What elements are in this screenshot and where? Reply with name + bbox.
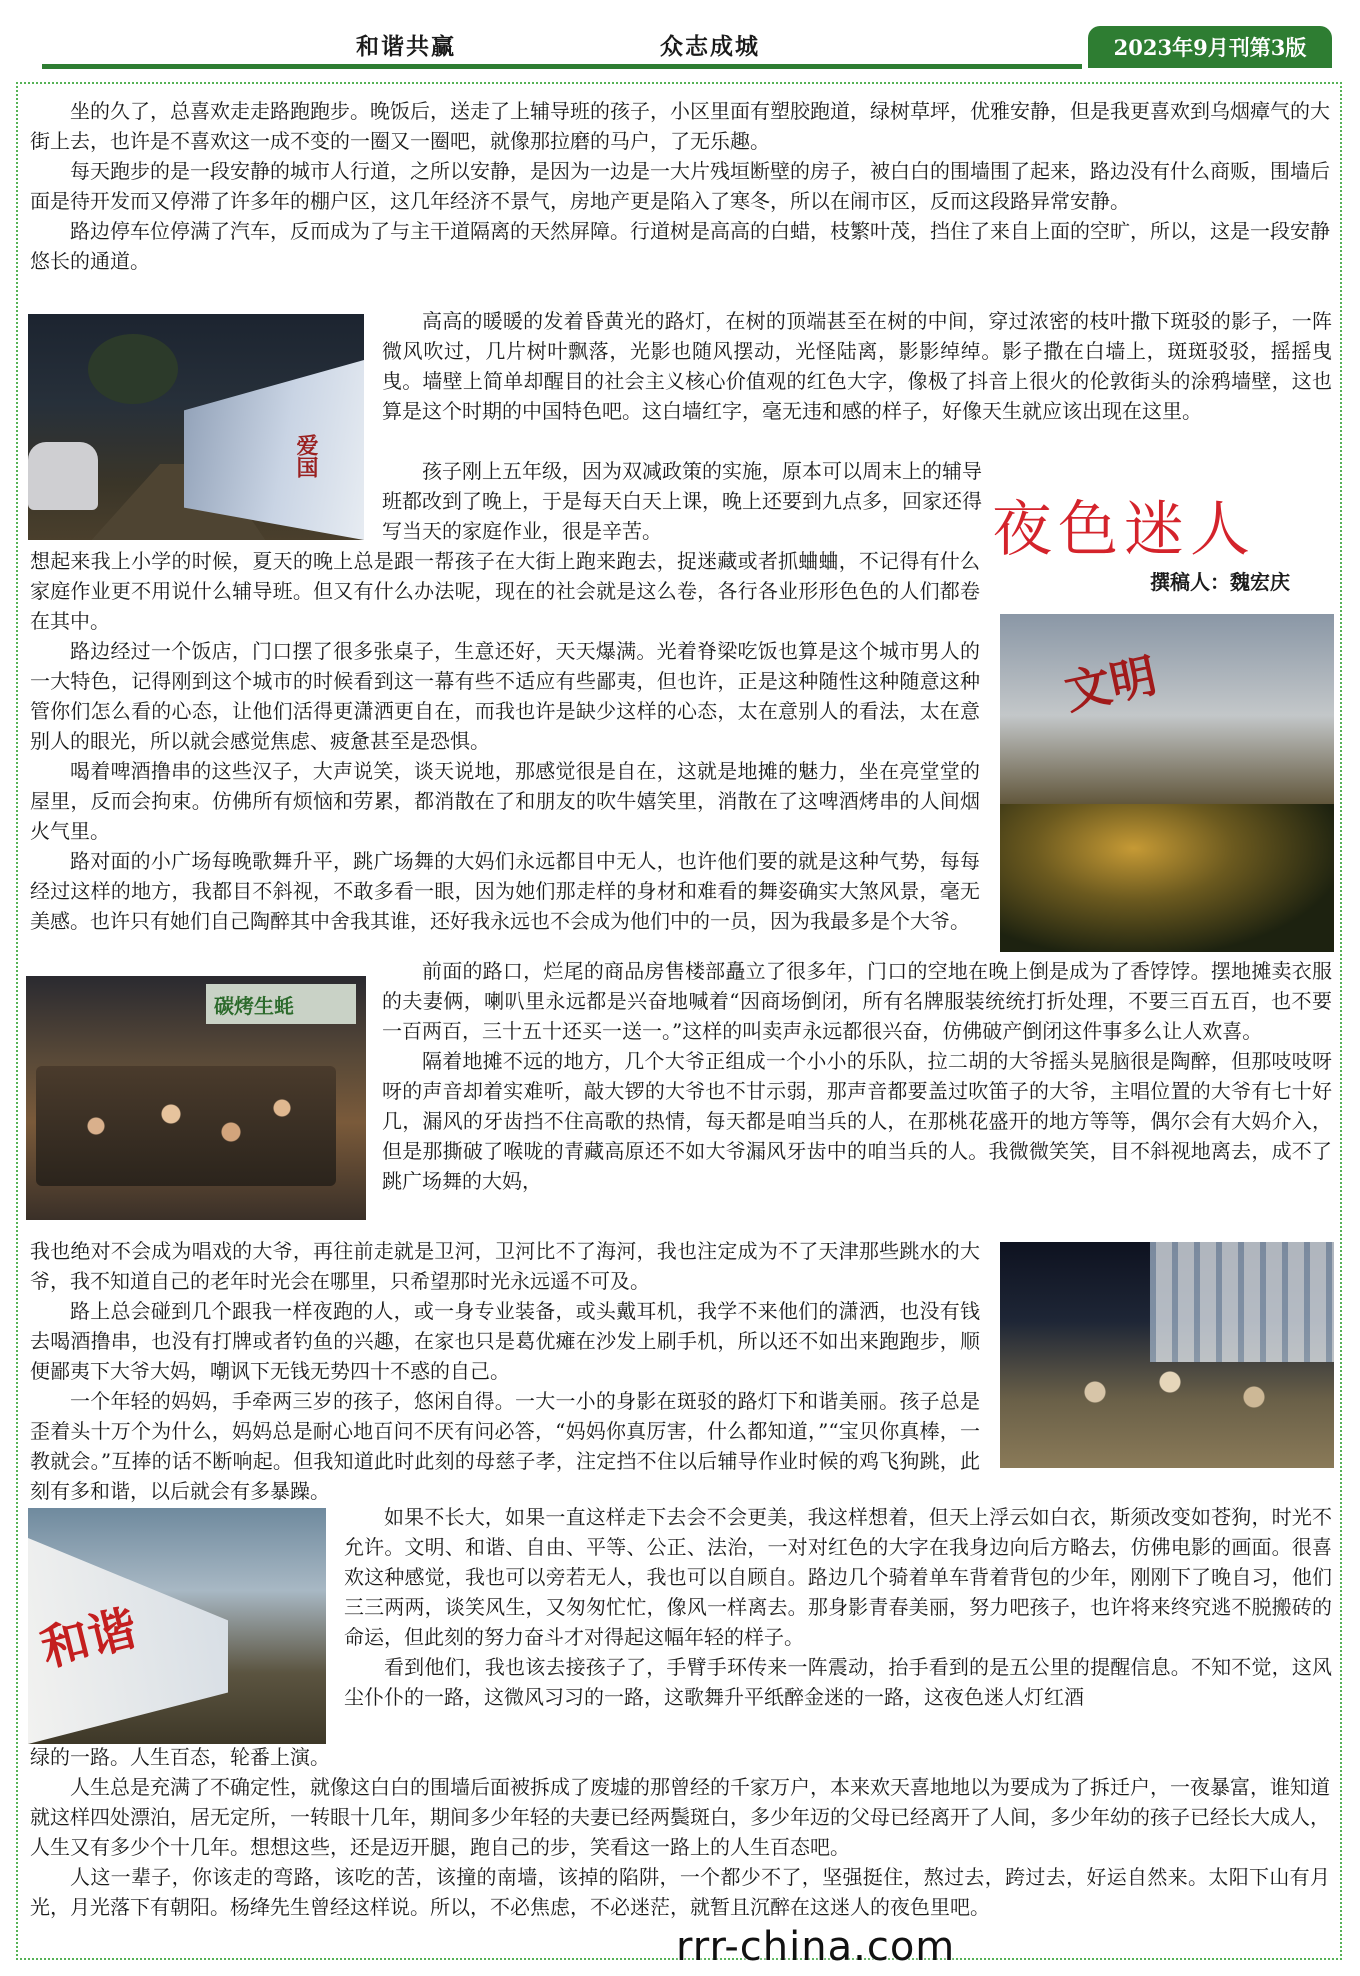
paragraph: 坐的久了，总喜欢走走路跑跑步。晚饭后，送走了上辅导班的孩子，小区里面有塑胶跑道，绿树草坪，优雅安静，但是我更喜欢到乌烟瘴气的大街上去，也许是不喜欢这一成不变的一圈又一圈吧，就像那拉磨的马户，了无乐趣。	[30, 99, 1330, 153]
paragraph: 人生总是充满了不确定性，就像这白白的围墙后面被拆成了废墟的那曾经的千家万户，本来欢天喜地地以为要成为了拆迁户，一夜暴富，谁知道就这样四处漂泊，居无定所，一转眼十几年，期间多少年轻的夫妻已经两鬓斑白，多少年迈的父母已经离开了人间，多少年幼的孩子已经长大成人，人生又有多少个十几年。想想这些，还是迈开腿，跑自己的步，笑看这一路上的人生百态吧。	[30, 1775, 1330, 1859]
paragraph: 人这一辈子，你该走的弯路，该吃的苦，该撞的南墙，该掉的陷阱，一个都少不了，坚强挺住，熬过去，跨过去，好运自然来。太阳下山有月光，月光落下有朝阳。杨绛先生曾经这样说。所以，不必焦虑，不必迷茫，就暂且沉醉在这迷人的夜色里吧。	[30, 1865, 1330, 1919]
text-block-4	[30, 546, 980, 936]
paragraph: 绿的一路。人生百态，轮番上演。	[30, 1745, 330, 1769]
paragraph: 高高的暖暖的发着昏黄光的路灯，在树的顶端甚至在树的中间，穿过浓密的枝叶撒下斑驳的影子，一阵微风吹过，几片树叶飘落，光影也随风摆动，光怪陆离，影影绰绰。影子撒在白墙上，斑斑驳驳，摇摇曳曳。墙壁上简单却醒目的社会主义核心价值观的红色大字，像极了抖音上很火的伦敦街头的涂鸦墙壁，这也算是这个时期的中国特色吧。这白墙红字，毫无违和感的样子，好像天生就应该出现在这里。	[382, 309, 1332, 423]
photo-wall-wenming	[1000, 614, 1334, 952]
wall-slogan-text: 和谐	[35, 1600, 143, 1678]
photo-night-street-wall	[28, 314, 364, 540]
watermark-text: rrr-china.com	[676, 1924, 956, 1970]
paragraph: 一个年轻的妈妈，手牵两三岁的孩子，悠闲自得。一大一小的身影在斑驳的路灯下和谐美丽。孩子总是歪着头十万个为什么，妈妈总是耐心地百问不厌有问必答，“妈妈你真厉害，什么都知道，”“宝贝你真棒，一教就会。”互捧的话不断响起。但我知道此时此刻的母慈子孝，注定挡不住以后辅导作业时候的鸡飞狗跳，此刻有多和谐，以后就会有多暴躁。	[30, 1389, 980, 1503]
photo-night-square	[1000, 1242, 1334, 1468]
paragraph: 路边停车位停满了汽车，反而成为了与主干道隔离的天然屏障。行道树是高高的白蜡，枝繁叶茂，挡住了来自上面的空旷，所以，这是一段安静悠长的通道。	[30, 219, 1330, 273]
article-author: 撰稿人：魏宏庆	[1150, 570, 1290, 594]
text-block-5	[382, 956, 1332, 1196]
header-rule	[42, 64, 1082, 69]
paragraph: 前面的路口，烂尾的商品房售楼部矗立了很多年，门口的空地在晚上倒是成为了香饽饽。摆地摊卖衣服的夫妻俩，喇叭里永远都是兴奋地喊着“因商场倒闭，所有名牌服装统统打折处理，不要三百五百，也不要一百两百，三十五十还买一送一。”这样的叫卖声永远都很兴奋，仿佛破产倒闭这件事多么让人欢喜。	[382, 959, 1332, 1043]
shop-sign-text: 碳烤生蚝	[214, 994, 294, 1018]
paragraph: 我也绝对不会成为唱戏的大爷，再往前走就是卫河，卫河比不了海河，我也注定成为不了天津那些跳水的大爷，我不知道自己的老年时光会在哪里，只希望那时光永远遥不可及。	[30, 1239, 980, 1293]
text-block-6	[30, 1236, 980, 1506]
article-title: 夜色迷人	[992, 495, 1256, 565]
text-block-3	[382, 456, 982, 546]
text-block-1	[30, 96, 1330, 276]
paragraph: 隔着地摊不远的地方，几个大爷正组成一个小小的乐队，拉二胡的大爷摇头晃脑很是陶醉，但那吱吱呀呀的声音却着实难听，敲大锣的大爷也不甘示弱，那声音都要盖过吹笛子的大爷，主唱位置的大爷有七十好几，漏风的牙齿挡不住高歌的热情，每天都是咱当兵的人，在那桃花盛开的地方等等，偶尔会有大妈介入，但是那撕破了喉咙的青藏高原还不如大爷漏风牙齿中的咱当兵的人。我微微笑笑，目不斜视地离去，成不了跳广场舞的大妈，	[382, 1049, 1332, 1193]
paragraph: 如果不长大，如果一直这样走下去会不会更美，我这样想着，但天上浮云如白衣，斯须改变如苍狗，时光不允许。文明、和谐、自由、平等、公正、法治，一对对红色的大字在我身边向后方略去，仿佛电影的画面。很喜欢这种感觉，我也可以旁若无人，我也可以自顾自。路边几个骑着单车背着背包的少年，刚刚下了晚自习，他们三三两两，谈笑风生，又匆匆忙忙，像风一样离去。那身影青春美丽，努力吧孩子，也许将来终究逃不脱搬砖的命运，但此刻的努力奋斗才对得起这幅年轻的样子。	[344, 1505, 1332, 1649]
photo-street-food-stall	[26, 976, 366, 1220]
paragraph: 路对面的小广场每晚歌舞升平，跳广场舞的大妈们永远都目中无人，也许他们要的就是这种气势，每每经过这样的地方，我都目不斜视，不敢多看一眼，因为她们那走样的身材和难看的舞姿确实大煞风景，毫无美感。也许只有她们自己陶醉其中舍我其谁，还好我永远也不会成为他们中的一员，因为我最多是个大爷。	[30, 849, 980, 933]
photo-wall-hexie	[28, 1508, 326, 1744]
header-slogan-right: 众志成城	[660, 33, 760, 60]
paragraph: 孩子刚上五年级，因为双减政策的实施，原本可以周末上的辅导班都改到了晚上，于是每天白天上课，晚上还要到九点多，回家还得写当天的家庭作业，很是辛苦。	[382, 459, 982, 543]
paragraph: 路边经过一个饭店，门口摆了很多张桌子，生意还好，天天爆满。光着脊梁吃饭也算是这个城市男人的一大特色，记得刚到这个城市的时候看到这一幕有些不适应有些鄙夷，但也许，正是这种随性这种随意这种管你们怎么看的心态，让他们活得更潇洒更自在，而我也许是缺少这样的心态，太在意别人的看法，太在意别人的眼光，所以就会感觉焦虑、疲惫甚至是恐惧。	[30, 639, 980, 753]
paragraph: 看到他们，我也该去接孩子了，手臂手环传来一阵震动，抬手看到的是五公里的提醒信息。不知不觉，这风尘仆仆的一路，这微风习习的一路，这歌舞升平纸醉金迷的一路，这夜色迷人灯红酒	[344, 1655, 1332, 1709]
paragraph: 路上总会碰到几个跟我一样夜跑的人，或一身专业装备，或头戴耳机，我学不来他们的潇洒，也没有钱去喝酒撸串，也没有打牌或者钓鱼的兴趣，在家也只是葛优瘫在沙发上刷手机，所以还不如出来跑跑步，顺便鄙夷下大爷大妈，嘲讽下无钱无势四十不惑的自己。	[30, 1299, 980, 1383]
paragraph: 喝着啤酒撸串的这些汉子，大声说笑，谈天说地，那感觉很是自在，这就是地摊的魅力，坐在亮堂堂的屋里，反而会拘束。仿佛所有烦恼和劳累，都消散在了和朋友的吹牛嬉笑里，消散在了这啤酒烤串的人间烟火气里。	[30, 759, 980, 843]
header-slogan-left: 和谐共赢	[356, 33, 456, 60]
text-block-8	[30, 1742, 1330, 1922]
issue-tab: 2023年9月刊第3版	[1088, 26, 1332, 68]
wall-slogan-text: 爱国	[293, 434, 318, 478]
wall-slogan-text: 文明	[1060, 647, 1162, 720]
paragraph: 每天跑步的是一段安静的城市人行道，之所以安静，是因为一边是一大片残垣断壁的房子，被白白的围墙围了起来，路边没有什么商贩，围墙后面是待开发而又停滞了许多年的棚户区，这几年经济不景气，房地产更是陷入了寒冬，所以在闹市区，反而这段路异常安静。	[30, 159, 1330, 213]
paragraph: 想起来我上小学的时候，夏天的晚上总是跟一帮孩子在大街上跑来跑去，捉迷藏或者抓蛐蛐，不记得有什么家庭作业更不用说什么辅导班。但又有什么办法呢，现在的社会就是这么卷，各行各业形形色色的人们都卷在其中。	[30, 549, 980, 633]
text-block-7	[344, 1502, 1332, 1712]
text-block-2	[382, 306, 1332, 426]
